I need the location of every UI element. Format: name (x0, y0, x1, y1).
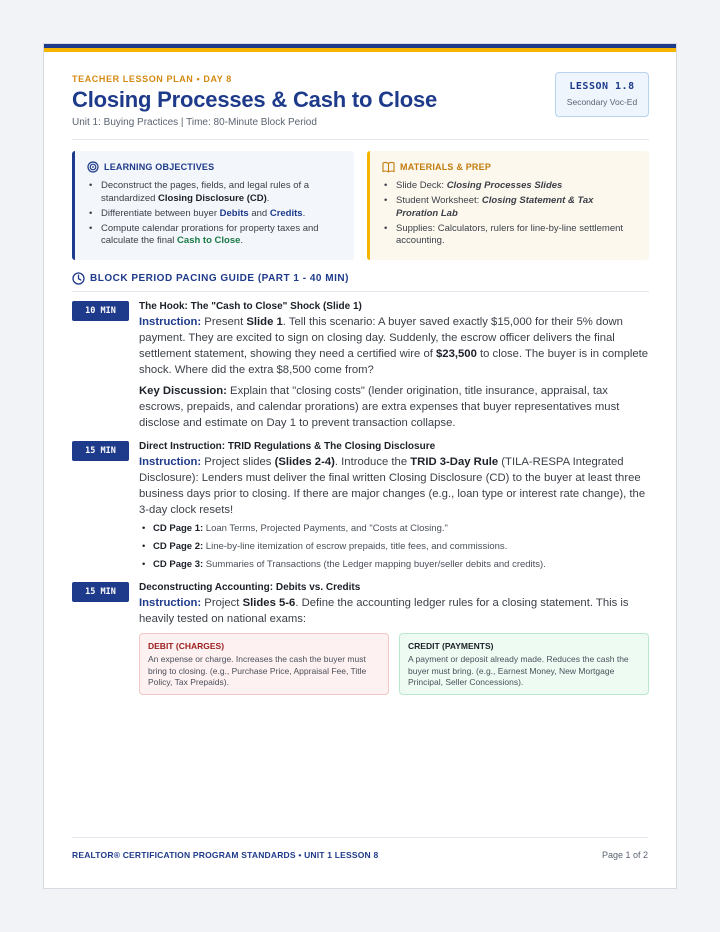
material-item (382, 195, 637, 220)
top-accent-bar (44, 44, 676, 52)
objectives-card (72, 151, 354, 260)
para-bold: $23,500 (436, 348, 477, 360)
instruction-label: Instruction: (139, 456, 202, 468)
instruction-paragraph (139, 595, 649, 627)
materials-heading-text: MATERIALS & PREP (400, 162, 492, 172)
credit-heading: CREDIT (PAYMENTS) (408, 641, 494, 651)
ledger-cards (139, 633, 649, 695)
discussion-paragraph (139, 383, 649, 431)
cd-page-text: Loan Terms, Projected Payments, and "Costs at Closing." (203, 523, 448, 534)
debit-card (139, 633, 389, 695)
pacing-block (72, 441, 649, 576)
instruction-paragraph (139, 454, 649, 518)
pacing-heading (72, 272, 649, 285)
page-header (72, 74, 649, 128)
page-number: Page 1 of 2 (601, 850, 648, 860)
para-text: . Define the accounting ledger rules for a closing statement. This is heavily tested on national exams: (139, 597, 629, 625)
debit-heading: DEBIT (CHARGES) (148, 641, 225, 651)
objective-text: Compute calendar prorations for property taxes and calculate the final (101, 222, 319, 246)
header-kicker: TEACHER LESSON PLAN • DAY 8 (72, 74, 232, 84)
cd-page-label: CD Page 1: (153, 523, 204, 534)
materials-card (367, 151, 649, 260)
para-bold: TRID 3-Day Rule (410, 456, 499, 468)
para-text: to close. The buyer is in complete shock. Where did the extra $8,500 come from? (139, 348, 649, 376)
page-title: Closing Processes & Cash to Close (72, 87, 438, 112)
objective-text: . (240, 235, 244, 246)
page-subtitle: Unit 1: Buying Practices | Time: 80-Minute Block Period (72, 117, 317, 128)
material-text: Student Worksheet: (396, 195, 482, 206)
lesson-level: Secondary Voc-Ed (566, 97, 638, 107)
time-badge: 15 MIN (72, 582, 129, 602)
material-text: Slide Deck: (396, 180, 447, 191)
cd-pages-list (139, 522, 649, 571)
para-text: Explain that "closing costs" (lender origination, title insurance, appraisal, tax escrows, prepaids, and calendar prorations) are extra expenses that buyer representatives must disclose and estimate on Day 1 to prevent transaction collapse. (139, 385, 620, 429)
para-text: Project slides (201, 456, 275, 468)
para-text: Project (201, 597, 243, 609)
objective-text: . (302, 207, 306, 219)
lesson-code: LESSON 1.8 (569, 81, 635, 92)
para-text: . Introduce the (334, 456, 411, 468)
instruction-paragraph (139, 314, 649, 378)
material-text: Supplies: Calculators, rulers for line-by-line settlement accounting. (396, 222, 624, 246)
material-title: Closing Processes Slides (446, 180, 563, 191)
cd-page-text: Summaries of Transactions (the Ledger mapping buyer/seller debits and credits). (203, 559, 546, 570)
pacing-block (72, 582, 649, 695)
para-bold: (Slides 2-4) (274, 456, 335, 468)
credit-text: A payment or deposit already made. Reduces the cash the buyer must bring. (e.g., Earnest Money, New Mortgage Principal, Seller Concessions). (408, 654, 629, 687)
block-title: Deconstructing Accounting: Debits vs. Credits (139, 582, 361, 593)
para-bold: Slides 5-6 (242, 597, 296, 609)
objective-text: Deconstruct the pages, fields, and legal rules of a standardized (101, 180, 310, 204)
list-item (139, 522, 649, 535)
cd-page-label: CD Page 3: (153, 559, 204, 570)
page-footer (72, 837, 648, 860)
time-badge: 10 MIN (72, 301, 129, 321)
objectives-list (87, 180, 342, 248)
target-icon (87, 161, 99, 173)
clock-icon (72, 272, 85, 285)
page-content (72, 74, 649, 695)
cd-page-text: Line-by-line itemization of escrow prepaids, title fees, and commissions. (203, 541, 508, 552)
cd-page-label: CD Page 2: (153, 541, 204, 552)
instruction-label: Instruction: (139, 316, 202, 328)
objectives-heading-text: LEARNING OBJECTIVES (104, 162, 215, 172)
para-text: (TILA-RESPA Integrated Disclosure): Lenders must deliver the final written Closing Disclosure (CD) to the buyer at least three business days prior to closing. If there are major changes (e.g., loan type or interest rate change), the 3-day clock resets! (139, 456, 646, 516)
instruction-label: Instruction: (139, 597, 202, 609)
block-body (139, 441, 649, 576)
pacing-block (72, 301, 649, 431)
block-title: The Hook: The "Cash to Close" Shock (Slide 1) (139, 301, 362, 312)
material-title: Closing Statement & Tax Proration Lab (396, 195, 594, 219)
block-body (139, 582, 649, 695)
debits-term: Debits (219, 207, 249, 219)
footer-standards: REALTOR® CERTIFICATION PROGRAM STANDARDS • UNIT 1 LESSON 8 (72, 850, 379, 860)
debit-text: An expense or charge. Increases the cash the buyer must bring to closing. (e.g., Purchase Price, Appraisal Fee, Title Policy, Tax Prepaids). (148, 654, 367, 687)
objective-bold: Closing Disclosure (CD) (158, 192, 267, 204)
para-text: Present (201, 316, 247, 328)
para-bold: Slide 1 (246, 316, 283, 328)
header-divider (72, 139, 649, 140)
objective-text: . (266, 192, 270, 204)
credits-term: Credits (269, 207, 303, 219)
materials-heading (382, 161, 637, 173)
overview-cards (72, 151, 649, 260)
material-item (382, 223, 637, 248)
pacing-heading-text: BLOCK PERIOD PACING GUIDE (PART 1 - 40 MIN) (90, 273, 349, 284)
cash-to-close-term: Cash to Close (177, 235, 241, 246)
block-body (139, 301, 649, 431)
book-icon (382, 161, 395, 173)
discussion-label: Key Discussion: (139, 385, 227, 397)
pacing-divider (72, 291, 649, 292)
block-title: Direct Instruction: TRID Regulations & The Closing Disclosure (139, 441, 436, 452)
objectives-heading (87, 161, 342, 173)
objective-text: Differentiate between buyer (101, 207, 220, 219)
materials-list (382, 180, 637, 248)
list-item (139, 558, 649, 571)
objective-item (87, 223, 342, 248)
lesson-badge (555, 72, 649, 117)
material-item (382, 180, 637, 193)
list-item (139, 540, 649, 553)
para-text: . Tell this scenario: A buyer saved exactly $15,000 for their 5% down payment. They are excited to sign on closing day. Suddenly, the escrow officer delivers the final settlement statement, showing they need a certified wire of (139, 316, 623, 360)
objective-item (87, 208, 342, 221)
time-badge: 15 MIN (72, 441, 129, 461)
objective-text: and (248, 207, 270, 219)
credit-card (399, 633, 649, 695)
lesson-plan-page (43, 43, 677, 889)
objective-item (87, 180, 342, 205)
